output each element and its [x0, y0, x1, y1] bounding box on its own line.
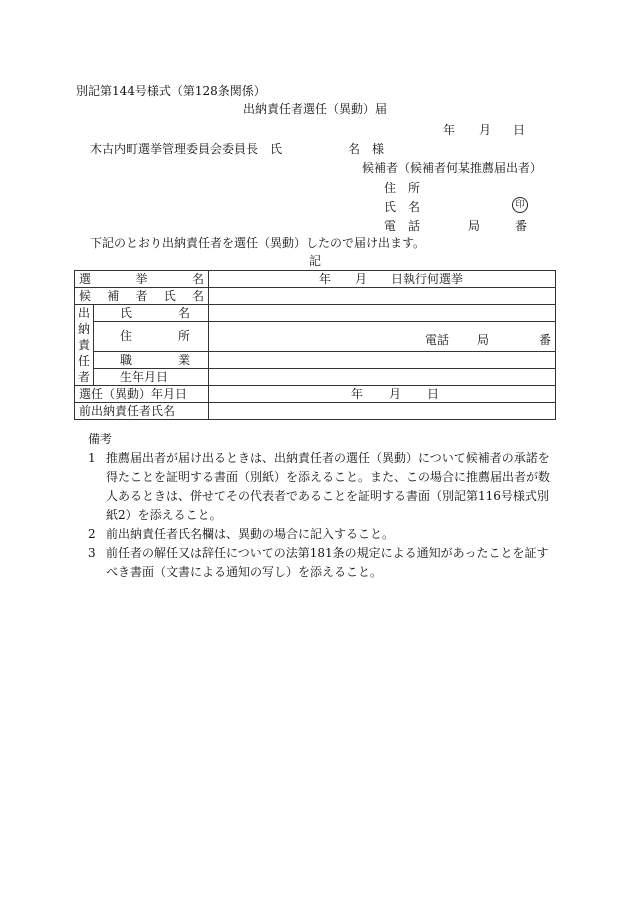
table-row: [75, 305, 556, 322]
ki-label: 記: [309, 254, 322, 268]
submitter-role: 候補者（候補者何某推薦届出者）: [362, 161, 543, 175]
treasurer-occupation-value[interactable]: [209, 351, 556, 368]
form-reference: 別記第144号様式（第128条関係）: [76, 84, 266, 98]
date-day: 日: [513, 123, 526, 137]
candidate-name-value[interactable]: [209, 288, 556, 305]
notes-heading: 備考: [88, 432, 113, 446]
submitter-address-label: 住 所: [384, 181, 421, 195]
treasurer-form-table: [74, 270, 556, 420]
note-item: 1 推薦届出者が届け出るときは、出納責任者の選任（異動）について候補者の承諾を得たことを証明する書面（別紙）を添えること。また、この場合に推薦届出者が数人あるときは、併せてその代表者であることを証明する書面（別記第116号様式別紙2）を添えること。: [88, 451, 551, 522]
address-phone-kyoku: 局: [476, 333, 489, 348]
table-row: [75, 351, 556, 368]
appointed-date-label: 選任（異動）年月日: [75, 386, 209, 403]
appointed-date-value[interactable]: 年 月 日: [209, 386, 556, 403]
seal-mark: 印: [512, 197, 528, 213]
address-phone-ban: 番: [538, 333, 551, 348]
previous-treasurer-value[interactable]: [209, 403, 556, 420]
table-row: [75, 288, 556, 305]
table-row: [75, 386, 556, 403]
notes-section: [88, 430, 554, 582]
election-name-label: 選 挙 名: [75, 271, 209, 288]
treasurer-address-label: 住 所: [94, 322, 209, 351]
body-text: 下記のとおり出納責任者を選任（異動）したので届け出ます。: [90, 236, 426, 250]
treasurer-name-label: 氏 名: [94, 305, 209, 322]
treasurer-name-value[interactable]: [209, 305, 556, 322]
note-item: 2 前出納責任者氏名欄は、異動の場合に記入すること。: [88, 527, 395, 541]
note-item: 3 前任者の解任又は辞任についての法第181条の規定による通知があったことを証すべき書面（文書による通知の写し）を添えること。: [88, 546, 549, 579]
previous-treasurer-label: 前出納責任者氏名: [75, 403, 209, 420]
submitter-phone-kyoku: 局: [468, 219, 481, 233]
table-row: [75, 403, 556, 420]
table-row: [75, 322, 556, 351]
table-row: [75, 271, 556, 288]
date-year: 年: [443, 123, 456, 137]
treasurer-birth-label: 生年月日: [94, 368, 209, 385]
treasurer-birth-value[interactable]: [209, 368, 556, 385]
table-row: [75, 368, 556, 385]
form-title: 出納責任者選任（異動）届: [243, 102, 388, 116]
submitter-phone-ban: 番: [515, 219, 528, 233]
address-phone-label: 電話: [424, 333, 449, 348]
election-name-value[interactable]: 年 月 日執行何選挙: [209, 271, 556, 288]
candidate-name-label: 候 補 者 氏 名: [75, 288, 209, 305]
date-month: 月: [479, 123, 492, 137]
addressee-right: 名 様: [348, 142, 385, 156]
treasurer-occupation-label: 職 業: [94, 351, 209, 368]
treasurer-group-label: 出 納 責 任 者: [75, 305, 94, 386]
addressee-left: 木古内町選挙管理委員会委員長 氏: [90, 142, 283, 156]
submitter-name-label: 氏 名: [384, 200, 421, 214]
treasurer-address-value[interactable]: [209, 322, 556, 351]
submitter-phone-label: 電 話: [384, 219, 421, 233]
